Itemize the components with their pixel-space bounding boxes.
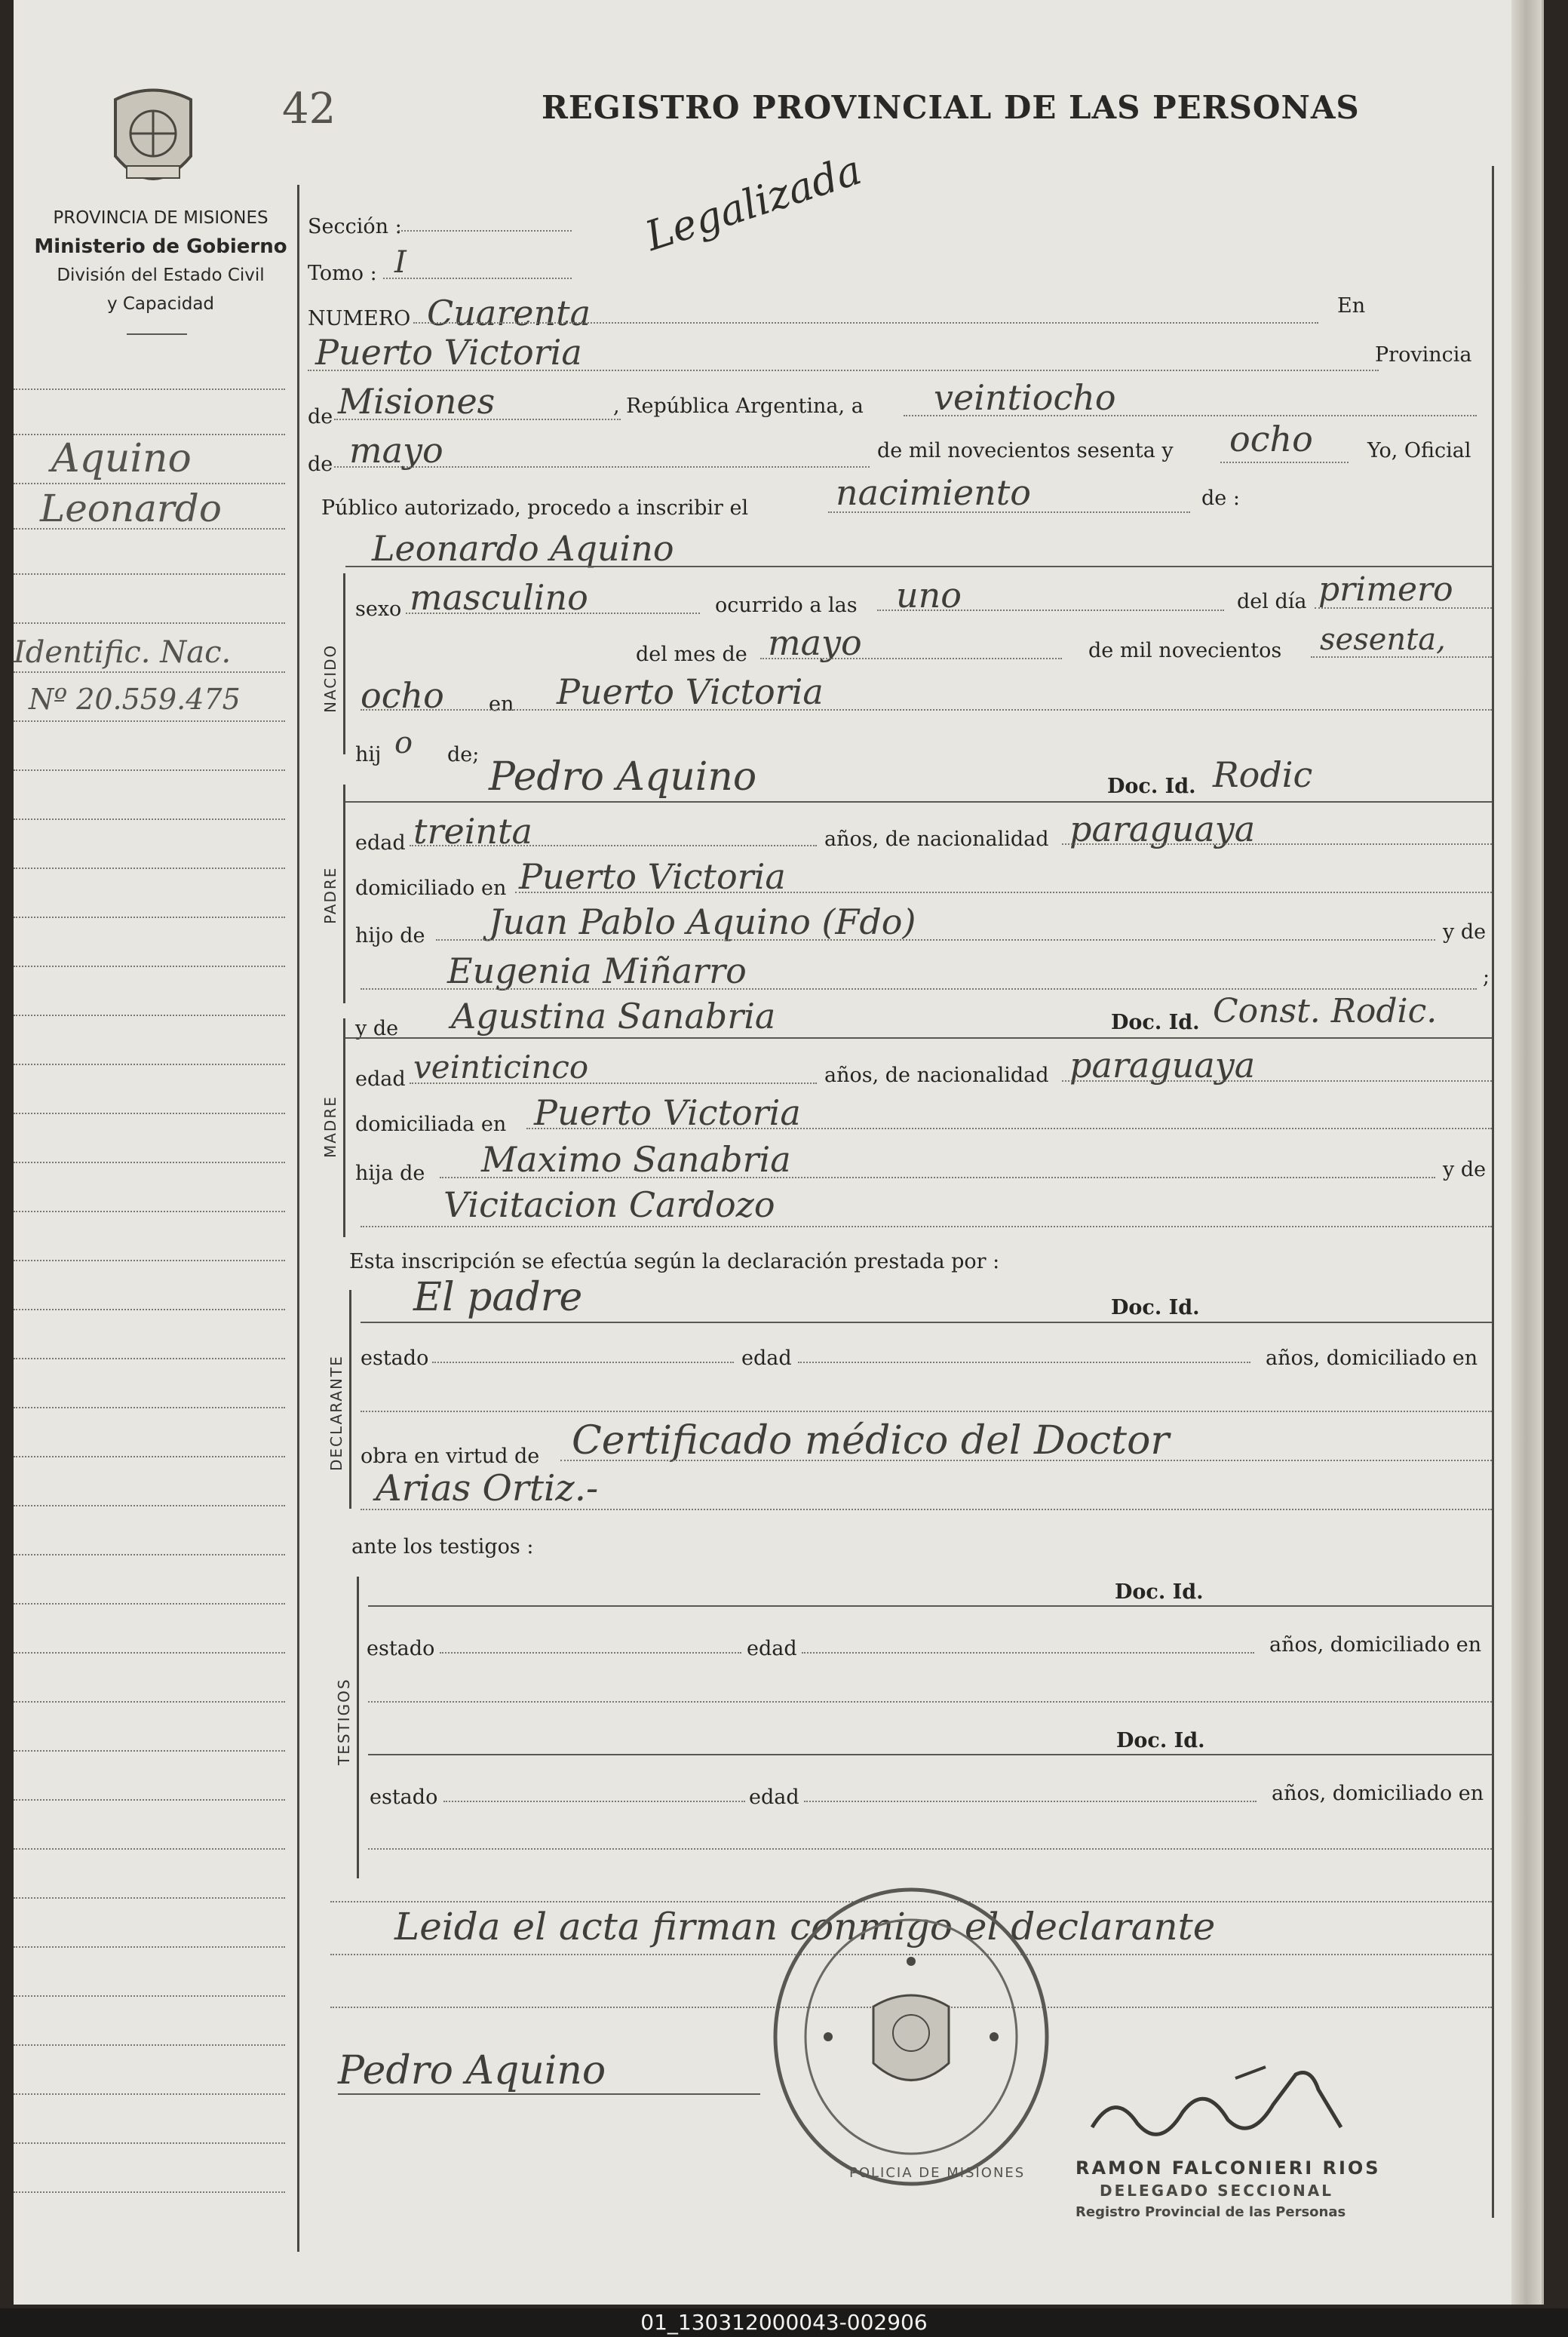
nacido-section-label: NACIDO	[321, 643, 339, 713]
testigo1-domicilio-field	[368, 1701, 1492, 1703]
testigo2-edad-label: edad	[749, 1786, 799, 1809]
testigo2-estado-field	[443, 1801, 745, 1802]
testigo2-nombre-field	[368, 1754, 1492, 1755]
tomo-label: Tomo :	[308, 262, 377, 285]
testigos-intro-label: ante los testigos :	[351, 1535, 534, 1559]
obra-field	[560, 1460, 1492, 1461]
mes-nacimiento-value: mayo	[768, 622, 862, 663]
sexo-label: sexo	[355, 597, 402, 621]
closing-text: Leida el acta firman conmigo el declarante	[394, 1905, 1216, 1949]
testigos-bracket	[357, 1577, 359, 1878]
republica-text: , República Argentina, a	[613, 395, 864, 418]
madre-nacionalidad-field	[1062, 1080, 1492, 1082]
hijo-label: hij	[355, 743, 382, 766]
testigo1-nombre-field	[368, 1605, 1492, 1607]
padre-padres-field	[436, 939, 1435, 941]
seccion-field	[398, 230, 572, 232]
madre-doc-label: Doc. Id.	[1111, 1011, 1200, 1034]
ministry-division: División del Estado Civil	[57, 266, 265, 285]
officer-org: Registro Provincial de las Personas	[1076, 2204, 1346, 2220]
padre-doc-label: Doc. Id.	[1107, 775, 1196, 798]
lugar-value: Puerto Victoria	[315, 332, 582, 373]
madre-section-label: MADRE	[321, 1095, 339, 1158]
image-id-footer: 01_130312000043-002906	[0, 2308, 1568, 2337]
padre-madre-field	[361, 988, 1477, 990]
acto-value: nacimiento	[836, 472, 1031, 513]
declarante-estado-field	[432, 1362, 734, 1363]
en-label: En	[1337, 294, 1366, 318]
register-sheet	[14, 0, 1544, 2305]
padre-hijo-de-label: hijo de	[355, 924, 425, 947]
declarante-value: El padre	[413, 1275, 583, 1320]
madre-padres-value: Maximo Sanabria	[481, 1139, 791, 1180]
publico-text: Público autorizado, procedo a inscribir el	[321, 496, 749, 520]
inscripto-nombre: Leonardo Aquino	[372, 528, 674, 569]
declaracion-intro: Esta inscripción se efectúa según la declaración prestada por :	[349, 1250, 1000, 1273]
madre-domicilio-field	[526, 1128, 1492, 1129]
provincia-label: Provincia	[1375, 343, 1472, 367]
left-border-line	[297, 185, 299, 2252]
tomo-value: I	[394, 245, 407, 280]
document-title: REGISTRO PROVINCIAL DE LAS PERSONAS	[542, 89, 1360, 126]
book-spine	[1511, 0, 1542, 2305]
de-label: de	[308, 405, 333, 428]
seal-text: POLICIA DE MISIONES	[849, 2165, 1026, 2181]
obra-label: obra en virtud de	[361, 1445, 540, 1468]
declarante-domicilio-field	[361, 1411, 1492, 1412]
legalized-stamp: Legalizada	[640, 146, 867, 260]
madre-hija-de-label: hija de	[355, 1162, 425, 1185]
obra-field-2	[361, 1509, 1492, 1510]
declarante-signature: Pedro Aquino	[338, 2048, 606, 2093]
testigo2-doc-label: Doc. Id.	[1116, 1729, 1205, 1752]
margin-id-label: Identific. Nac.	[14, 635, 232, 670]
sexo-field	[406, 613, 700, 614]
madre-anos-label: años, de nacionalidad	[824, 1064, 1049, 1087]
anio-value: ocho	[1229, 419, 1313, 459]
anio-nacimiento-value: sesenta,	[1320, 622, 1446, 657]
ministry-underline	[127, 333, 187, 335]
padre-edad-value: treinta	[413, 811, 532, 852]
madre-domicilio-value: Puerto Victoria	[534, 1092, 801, 1133]
ministry-division-2: y Capacidad	[106, 294, 215, 314]
madre-doc-value: Const. Rodic.	[1213, 992, 1438, 1030]
provincia-value: Misiones	[338, 381, 496, 422]
madre-y-de-label-2: y de	[1443, 1158, 1487, 1181]
declarante-section-label: DECLARANTE	[327, 1355, 345, 1471]
provincia-field	[334, 419, 621, 420]
testigos-section-label: TESTIGOS	[335, 1678, 353, 1765]
madre-madre-value: Vicitacion Cardozo	[443, 1184, 775, 1225]
hora-value: uno	[896, 575, 962, 616]
margin-id-number: Nº 20.559.475	[29, 683, 241, 716]
declarante-anos-dom-label: años, domiciliado en	[1266, 1347, 1478, 1370]
testigo1-edad-label: edad	[747, 1637, 797, 1660]
madre-domicilio-label: domiciliada en	[355, 1113, 507, 1136]
padre-bracket	[343, 785, 345, 1003]
anio-nacimiento-value-2: ocho	[361, 675, 444, 716]
madre-madre-field	[361, 1226, 1492, 1227]
madre-nombre-value: Agustina Sanabria	[451, 996, 776, 1036]
declarante-signature-line	[338, 2093, 760, 2095]
right-border-line	[1492, 166, 1494, 2218]
numero-field	[413, 322, 1318, 324]
madre-edad-value: veinticinco	[413, 1049, 589, 1086]
numero-label: NUMERO	[308, 307, 411, 330]
madre-edad-field	[410, 1083, 817, 1084]
testigo1-edad-field	[802, 1652, 1254, 1654]
declarante-edad-label: edad	[741, 1347, 792, 1370]
lugar-field	[308, 370, 1379, 371]
anio-field	[1220, 462, 1349, 463]
declarante-edad-field	[798, 1362, 1250, 1363]
nombre-field	[345, 566, 1492, 567]
mes-nacimiento-field	[760, 658, 1062, 659]
margin-surname: Aquino	[51, 436, 192, 481]
testigo2-domicilio-field	[368, 1848, 1492, 1850]
testigo1-estado-field	[440, 1652, 741, 1654]
hijo-de-label: de;	[447, 743, 480, 766]
padre-nombre-value: Pedro Aquino	[489, 754, 757, 800]
del-mes-label: del mes de	[636, 643, 747, 666]
madre-y-de-label: y de	[355, 1017, 399, 1040]
padre-nacionalidad-field	[1062, 843, 1492, 845]
dia-nacimiento-value: primero	[1318, 570, 1453, 609]
declarante-estado-label: estado	[361, 1347, 429, 1370]
padre-domicilio-label: domiciliado en	[355, 877, 507, 900]
testigo1-doc-label: Doc. Id.	[1115, 1580, 1204, 1604]
en-nacimiento-label: en	[489, 693, 514, 716]
padre-semicolon: ;	[1483, 966, 1490, 989]
lugar-nacimiento-value: Puerto Victoria	[557, 671, 824, 712]
testigo1-anos-dom-label: años, domiciliado en	[1269, 1633, 1482, 1657]
numero-value: Cuarenta	[427, 293, 591, 333]
mil-label: de mil novecientos	[1088, 639, 1282, 662]
folio-number: 42	[282, 84, 336, 134]
padre-madre-value: Eugenia Miñarro	[447, 950, 747, 991]
madre-bracket	[343, 1018, 345, 1237]
dia-value: veintiocho	[934, 377, 1116, 418]
declarante-doc-label: Doc. Id.	[1111, 1296, 1200, 1319]
dia-field	[904, 415, 1477, 416]
obra-value-2: Arias Ortiz.-	[376, 1467, 599, 1509]
del-dia-label: del día	[1237, 590, 1307, 613]
mes-field	[334, 466, 870, 468]
padre-y-de-label: y de	[1443, 920, 1487, 944]
anio-nacimiento-field	[1311, 656, 1492, 658]
margin-given-name: Leonardo	[40, 487, 222, 530]
sexo-value: masculino	[410, 577, 588, 618]
officer-name: RAMON FALCONIERI RIOS	[1076, 2157, 1381, 2179]
tomo-field	[383, 278, 572, 279]
de-label-2: de	[308, 453, 333, 476]
padre-domicilio-value: Puerto Victoria	[519, 856, 786, 897]
madre-nombre-field	[345, 1037, 1492, 1039]
padre-nombre-field	[345, 801, 1492, 803]
hora-field	[877, 610, 1224, 611]
mes-value: mayo	[349, 430, 443, 471]
seccion-label: Sección :	[308, 215, 402, 238]
testigo2-edad-field	[804, 1801, 1257, 1802]
ocurrido-label: ocurrido a las	[715, 594, 858, 617]
padre-padres-value: Juan Pablo Aquino (Fdo)	[489, 901, 916, 942]
padre-nacionalidad-value: paraguaya	[1069, 809, 1256, 849]
ministry-block	[21, 204, 300, 318]
officer-title: DELEGADO SECCIONAL	[1100, 2182, 1333, 2200]
padre-domicilio-field	[515, 892, 1492, 893]
hijo-suffix: o	[394, 726, 413, 760]
dia-nacimiento-field	[1315, 607, 1492, 609]
coat-of-arms-icon	[100, 84, 206, 205]
testigo1-estado-label: estado	[367, 1637, 435, 1660]
oficial-text: Yo, Oficial	[1367, 439, 1471, 462]
padre-section-label: PADRE	[321, 866, 339, 924]
acto-field	[828, 511, 1190, 513]
testigo2-anos-dom-label: años, domiciliado en	[1272, 1782, 1484, 1805]
mil-text: de mil novecientos sesenta y	[877, 439, 1174, 462]
obra-value: Certificado médico del Doctor	[572, 1418, 1170, 1463]
ministry-province: PROVINCIA DE MISIONES	[53, 208, 268, 228]
padre-edad-field	[410, 845, 817, 846]
madre-edad-label: edad	[355, 1067, 406, 1091]
officer-signature-icon	[1085, 2059, 1371, 2157]
declarante-field	[361, 1322, 1492, 1323]
padre-edad-label: edad	[355, 831, 406, 855]
nacido-bracket	[343, 573, 345, 754]
lugar-nacimiento-field	[361, 709, 1492, 711]
declarante-bracket	[349, 1290, 351, 1509]
padre-anos-label: años, de nacionalidad	[824, 828, 1049, 851]
ministry-name: Ministerio de Gobierno	[34, 235, 287, 258]
madre-padres-field	[440, 1177, 1435, 1178]
de-colon: de :	[1201, 487, 1240, 510]
testigo2-estado-label: estado	[370, 1786, 438, 1809]
madre-nacionalidad-value: paraguaya	[1069, 1045, 1256, 1086]
official-seal-icon	[760, 1878, 1062, 2195]
padre-doc-value: Rodic	[1213, 754, 1313, 795]
